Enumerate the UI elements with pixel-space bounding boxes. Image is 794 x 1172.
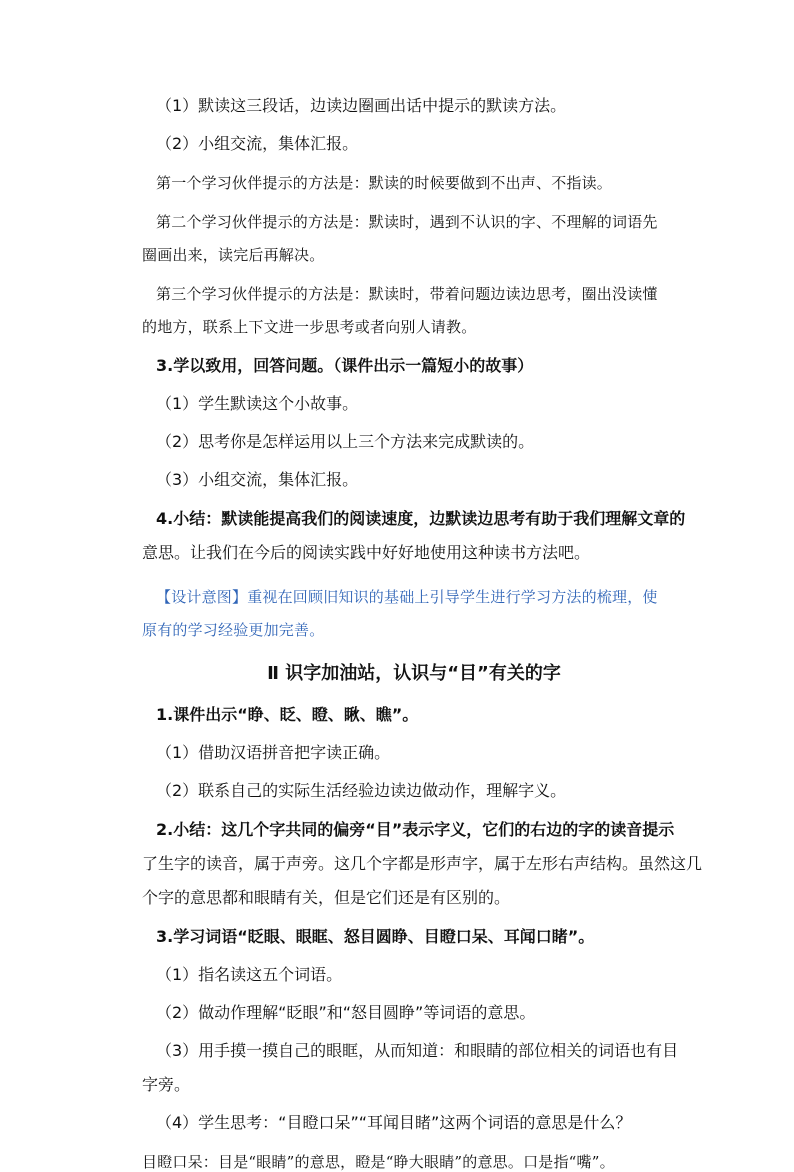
summary-line: 2.小结：这几个字共同的偏旁“目”表示字义，它们的右边的字的读音提示 [156,820,675,839]
text-line: 的地方，联系上下文进一步思考或者向别人请教。 [142,318,477,336]
text-line: （4）学生思考：“目瞪口呆”“耳闻目睹”这两个词语的意思是什么？ [156,1113,632,1132]
text-line: 意思。让我们在今后的阅读实践中好好地使用这种读书方法吧。 [142,543,591,562]
text-line: 第一个学习伙伴提示的方法是：默读的时候要做到不出声、不指读。 [156,174,613,192]
text-line: （2）小组交流，集体汇报。 [156,134,359,153]
text-line: 个字的意思都和眼睛有关，但是它们还是有区别的。 [142,888,511,907]
text-line: （1）指名读这五个词语。 [156,965,343,984]
section-title: Ⅱ 识字加油站，认识与“目”有关的字 [267,663,561,684]
text-line: 字旁。 [142,1075,191,1094]
design-intent-line: 原有的学习经验更加完善。 [142,621,325,639]
text-line: （2）思考你是怎样运用以上三个方法来完成默读的。 [156,432,535,451]
text-line: （1）学生默读这个小故事。 [156,394,359,413]
text-line: （2）做动作理解“眨眼”和“怒目圆睁”等词语的意思。 [156,1003,536,1022]
text-line: （3）用手摸一摸自己的眼眶，从而知道：和眼睛的部位相关的词语也有目 [156,1041,679,1060]
summary-line: 4.小结：默读能提高我们的阅读速度，边默读边思考有助于我们理解文章的 [156,509,686,528]
text-line: 了生字的读音，属于声旁。这几个字都是形声字，属于左形右声结构。虽然这几 [142,854,703,873]
text-line: （1）默读这三段话，边读边圈画出话中提示的默读方法。 [156,96,567,115]
text-line: 第三个学习伙伴提示的方法是：默读时，带着问题边读边思考，圈出没读懂 [156,285,658,303]
design-intent-line: 【设计意图】重视在回顾旧知识的基础上引导学生进行学习方法的梳理，使 [156,588,658,606]
text-line: （3）小组交流，集体汇报。 [156,470,359,489]
text-line: （1）借助汉语拼音把字读正确。 [156,743,391,762]
section-heading: 3.学习词语“眨眼、眼眶、怒目圆睁、目瞪口呆、耳闻口睹”。 [156,927,595,946]
text-line: （2）联系自己的实际生活经验边读边做动作，理解字义。 [156,781,567,800]
text-line: 目瞪口呆：目是“眼睛”的意思，瞪是“睁大眼睛”的意思。口是指“嘴”。 [142,1153,615,1171]
section-heading: 3.学以致用，回答问题。（课件出示一篇短小的故事） [156,356,534,375]
text-line: 第二个学习伙伴提示的方法是：默读时，遇到不认识的字、不理解的词语先 [156,213,658,231]
document-content [142,96,703,1172]
section-heading: 1.课件出示“睁、眨、瞪、瞅、瞧”。 [156,705,419,724]
text-line: 圈画出来，读完后再解决。 [142,246,325,264]
